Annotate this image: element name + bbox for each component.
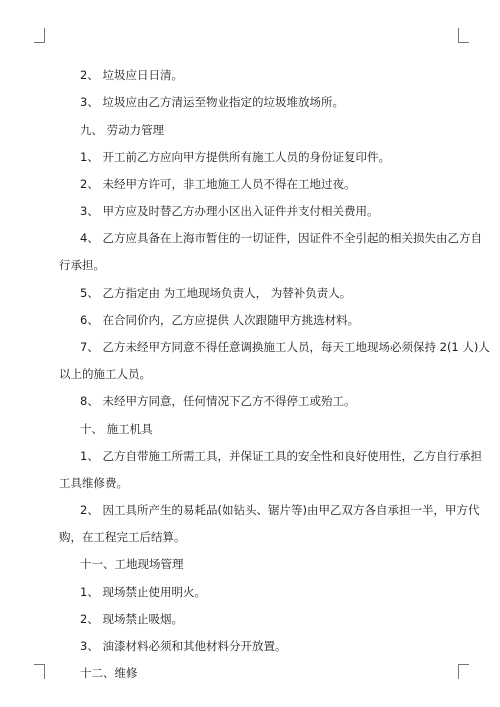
- paragraph-line: 7、 乙方未经甲方同意不得任意调换施工人员，每天工地现场必须保持 2(1 人)人: [80, 340, 490, 354]
- paragraph-line-continued: 行承担。: [59, 258, 105, 272]
- paragraph-line: 4、 乙方应具备在上海市暂住的一切证件，因证件不全引起的相关损失由乙方自: [80, 231, 482, 245]
- paragraph-line: 1、 开工前乙方应向甲方提供所有施工人员的身份证复印件。: [80, 150, 390, 164]
- crop-mark-top-right: [458, 28, 469, 43]
- section-heading: 十一、工地现场管理: [80, 557, 184, 571]
- section-heading: 十二、维修: [80, 666, 138, 680]
- crop-mark-bottom-left: [34, 664, 45, 679]
- paragraph-line: 2、 现场禁止吸烟。: [80, 612, 183, 626]
- paragraph-line-continued: 购，在工程完工后结算。: [59, 530, 186, 544]
- paragraph-line: 3、 甲方应及时替乙方办理小区出入证件并支付相关费用。: [80, 204, 379, 218]
- paragraph-line: 2、 垃圾应日日清。: [80, 68, 183, 82]
- paragraph-line: 1、 现场禁止使用明火。: [80, 585, 206, 599]
- section-heading: 十、 施工机具: [80, 422, 153, 436]
- crop-mark-top-left: [34, 28, 45, 43]
- paragraph-line: 5、 乙方指定由 为工地现场负责人， 为替补负责人。: [80, 286, 352, 300]
- paragraph-line-continued: 工具维修费。: [59, 476, 128, 490]
- paragraph-line: 3、 油漆材料必须和其他材料分开放置。: [80, 639, 287, 653]
- paragraph-line-continued: 以上的施工人员。: [59, 367, 151, 381]
- paragraph-line: 2、 未经甲方许可，非工地施工人员不得在工地过夜。: [80, 177, 356, 191]
- crop-mark-bottom-right: [458, 664, 469, 679]
- paragraph-line: 8、 未经甲方同意，任何情况下乙方不得停工或殆工。: [80, 394, 356, 408]
- section-heading: 九、 劳动力管理: [80, 123, 165, 137]
- paragraph-line: 3、 垃圾应由乙方清运至物业指定的垃圾堆放场所。: [80, 95, 344, 109]
- paragraph-line: 1、 乙方自带施工所需工具，并保证工具的安全性和良好使用性，乙方自行承担: [80, 449, 482, 463]
- paragraph-line: 6、 在合同价内，乙方应提供 人次跟随甲方挑选材料。: [80, 313, 360, 327]
- paragraph-line: 2、 因工具所产生的易耗品(如钻头、锯片等)由甲乙双方各自承担一半，甲方代: [80, 503, 480, 517]
